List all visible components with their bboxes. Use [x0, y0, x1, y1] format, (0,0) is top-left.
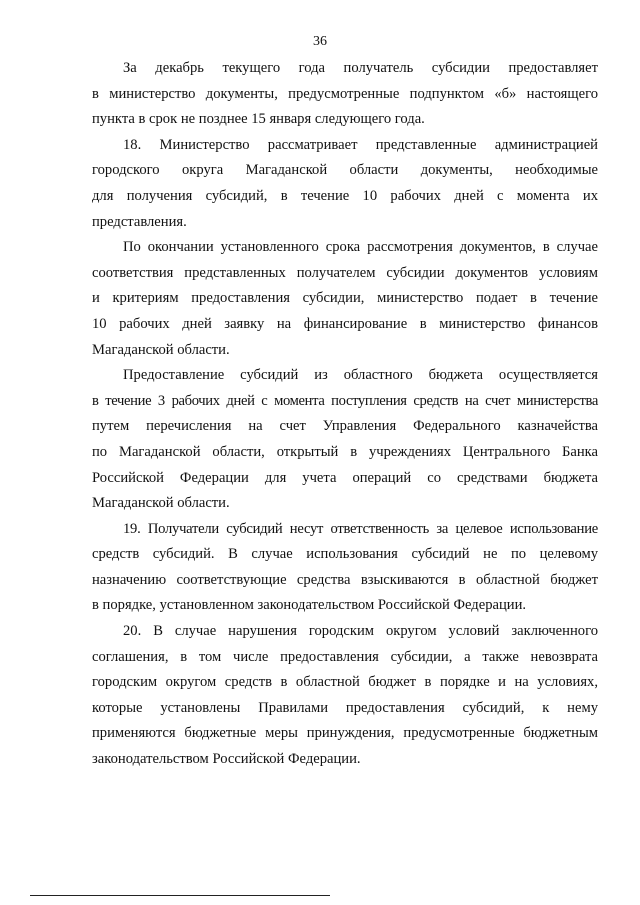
text-line: в течение 3 рабочих дней с момента поступления средств на счет министерства — [92, 392, 598, 409]
text-line: для получения субсидий, в течение 10 рабочих дней с момента их — [92, 187, 598, 204]
text-line: Магаданской области. — [92, 495, 230, 512]
text-line: 20. В случае нарушения городским округом условий заключенного — [123, 623, 598, 640]
paragraph-20 — [92, 619, 598, 773]
text-line: Магаданской области. — [92, 341, 230, 358]
text-line: Российской Федерации для учета операций со средствами бюджета — [92, 469, 598, 486]
text-line: и критериям предоставления субсидии, министерство подает в течение — [92, 290, 598, 307]
text-line: 10 рабочих дней заявку на финансирование в министерство финансов — [92, 315, 598, 332]
page-number: 36 — [313, 34, 327, 49]
bottom-divider — [30, 895, 330, 896]
paragraph-december-documents — [92, 56, 598, 133]
text-line: За декабрь текущего года получатель субсидии предоставляет — [123, 60, 598, 76]
document-body — [92, 56, 598, 773]
text-line: 18. Министерство рассматривает представленные администрацией — [123, 136, 598, 153]
text-line: городского округа Магаданской области документы, необходимые — [92, 162, 598, 179]
paragraph-subsidy-transfer — [92, 363, 598, 517]
paragraph-18 — [92, 133, 598, 235]
text-line: которые установлены Правилами предоставления субсидий, к нему — [92, 699, 598, 716]
text-line: в министерство документы, предусмотренные подпунктом «б» настоящего — [92, 85, 598, 102]
text-line: соответствия представленных получателем субсидии документов условиям — [92, 264, 598, 281]
text-line: путем перечисления на счет Управления Федерального казначейства — [92, 418, 598, 435]
text-line: 19. Получатели субсидий несут ответственность за целевое использование — [123, 520, 598, 537]
text-line: по Магаданской области, открытый в учреждениях Центрального Банка — [92, 443, 598, 460]
text-line: в порядке, установленном законодательством Российской Федерации. — [92, 597, 527, 614]
text-line: По окончании установленного срока рассмотрения документов, в случае — [123, 239, 598, 256]
text-line: соглашения, в том числе предоставления субсидии, а также невозврата — [92, 648, 598, 665]
paragraph-19 — [92, 517, 598, 619]
text-line: пункта в срок не позднее 15 января следующего года. — [92, 111, 425, 128]
text-line: законодательством Российской Федерации. — [92, 751, 361, 768]
text-line: городским округом средств в областной бюджет в порядке и на условиях, — [92, 674, 598, 691]
text-line: применяются бюджетные меры принуждения, предусмотренные бюджетным — [92, 725, 598, 742]
text-line: представления. — [92, 213, 187, 230]
paragraph-review-deadline — [92, 235, 598, 363]
text-line: средств субсидий. В случае использования субсидий не по целевому — [92, 546, 598, 563]
text-line: Предоставление субсидий из областного бюджета осуществляется — [123, 367, 598, 384]
text-line: назначению соответствующие средства взыскиваются в областной бюджет — [92, 571, 598, 588]
